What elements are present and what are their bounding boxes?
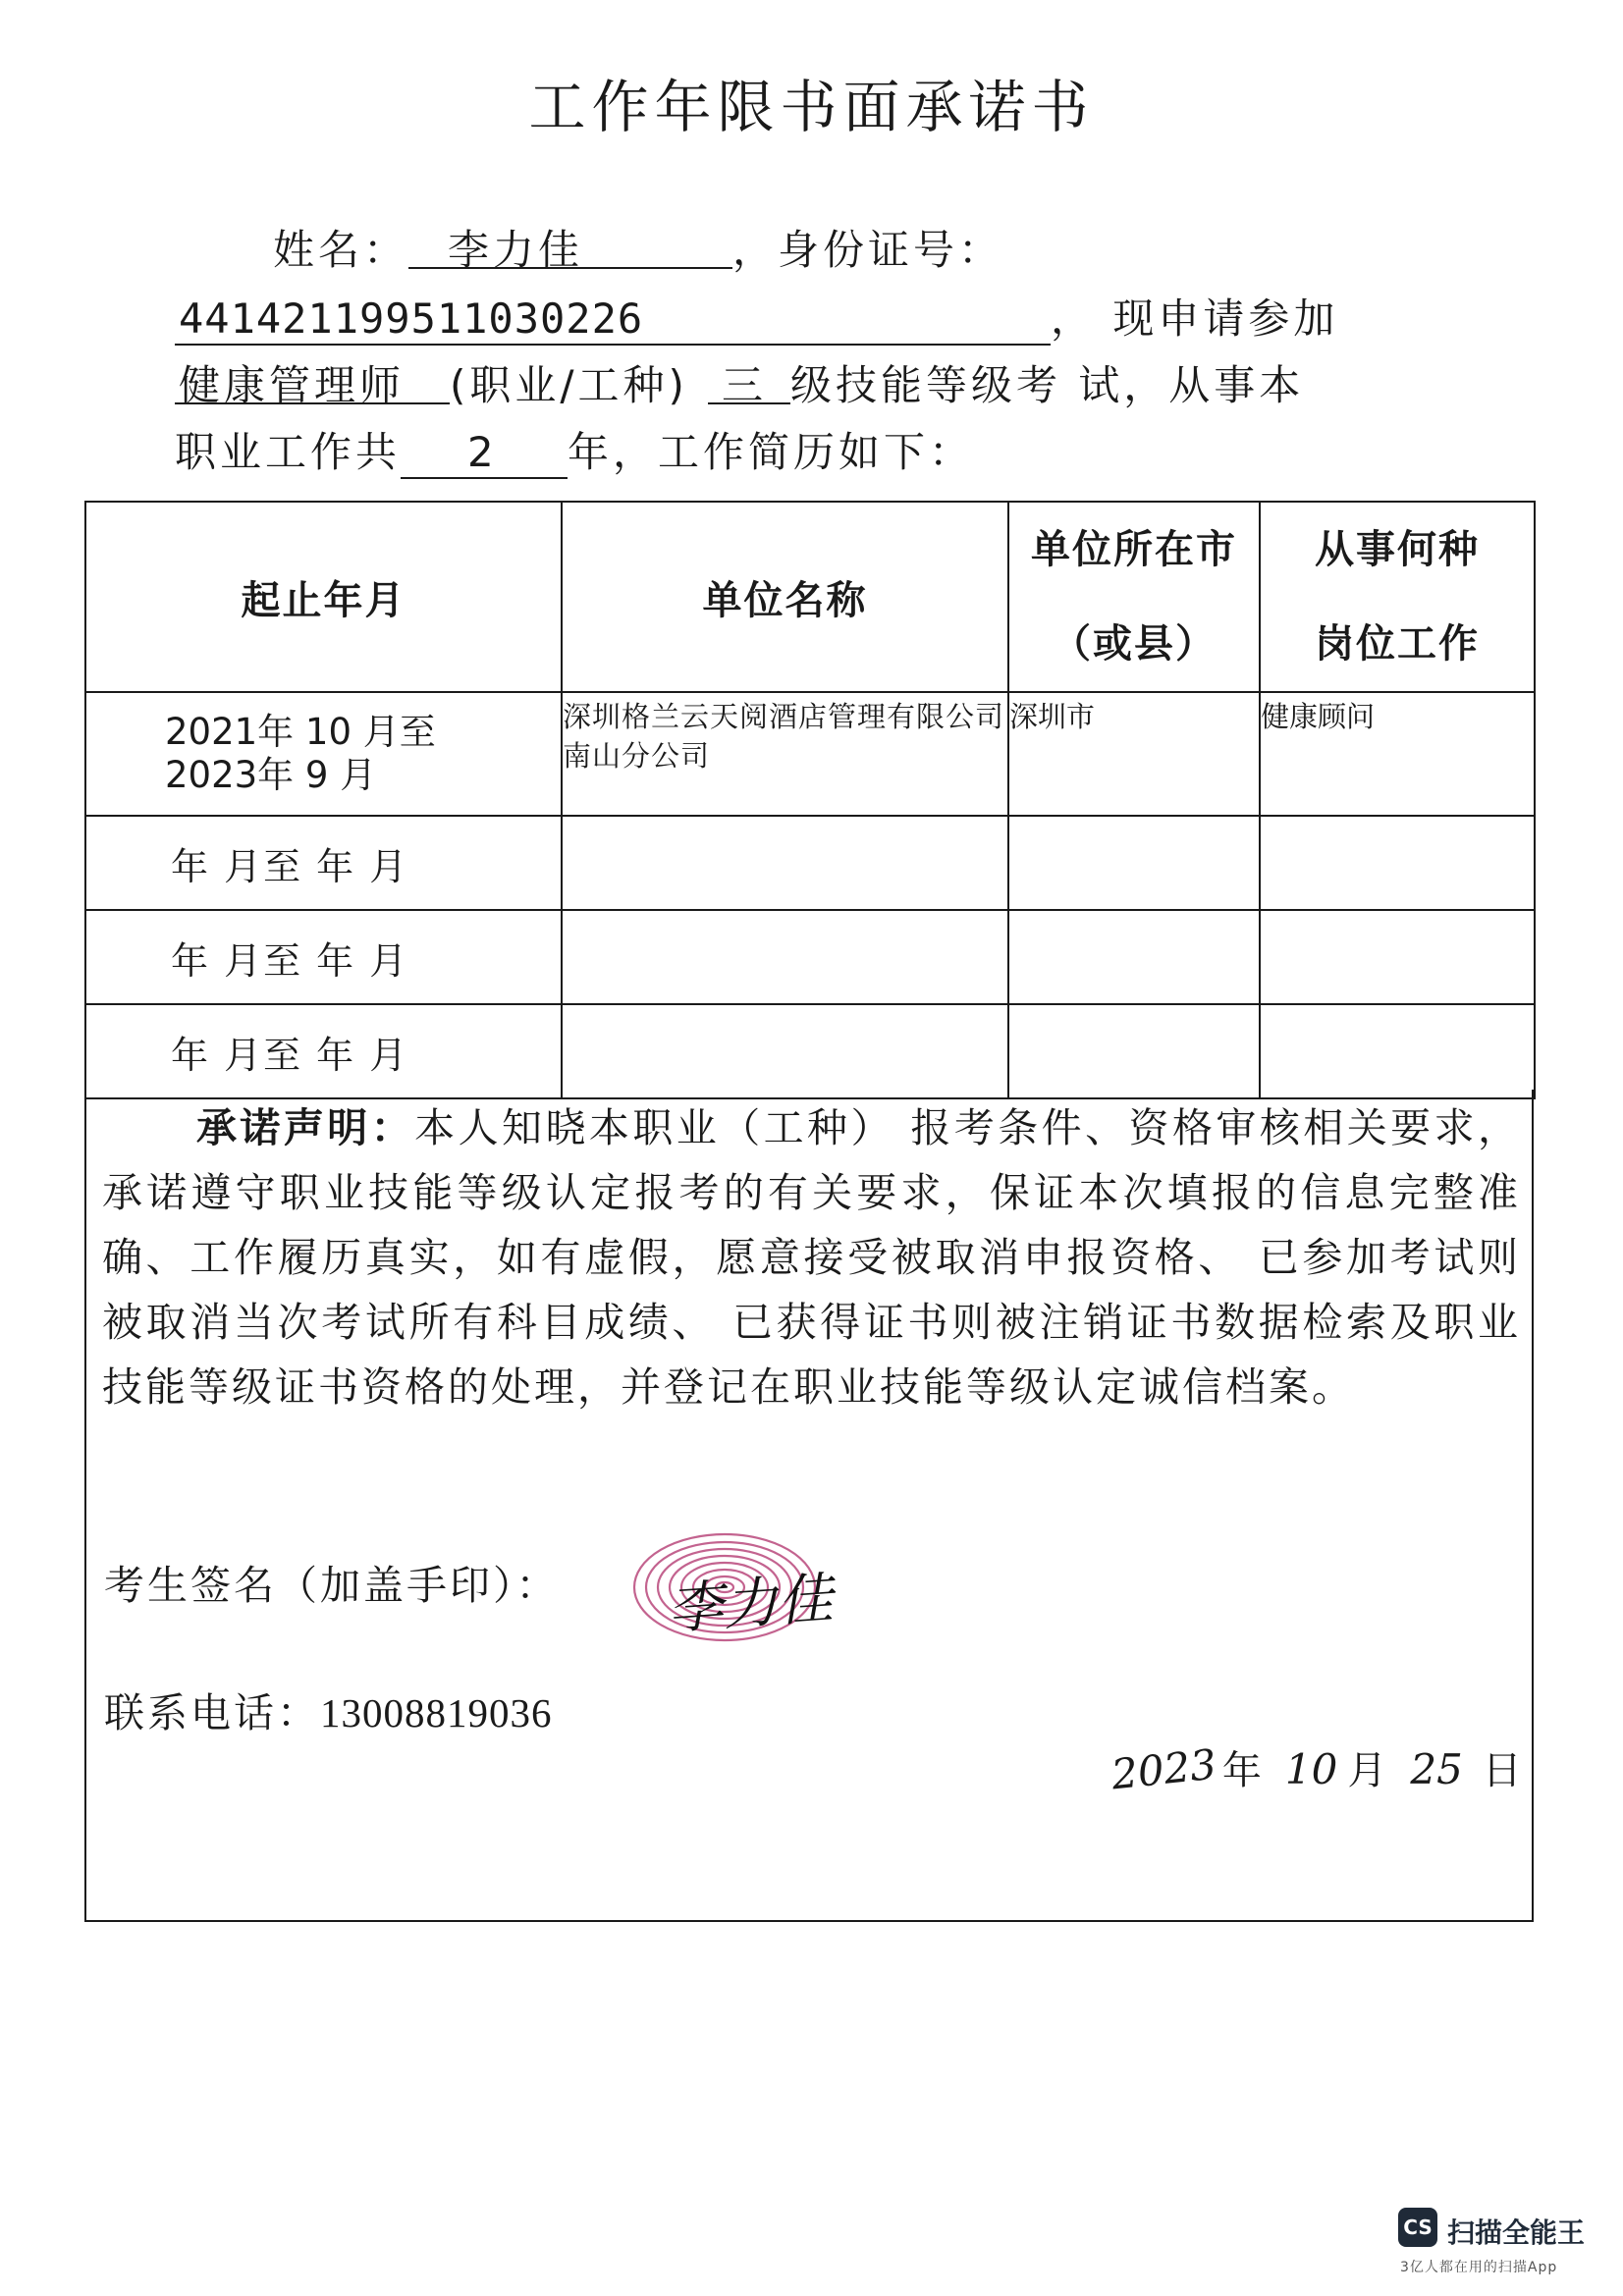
row2-company [562,816,1008,910]
header-city [1008,502,1260,692]
occupation-label: (职业/工种) [450,361,688,409]
scanner-watermark [1398,2208,1623,2286]
date-day-unit: 日 [1482,1748,1522,1793]
row1-period [85,692,562,816]
years-value: 2 [401,428,568,479]
date-day: 25 [1410,1745,1463,1793]
work-history-table [84,501,1536,1099]
row3-city [1008,910,1260,1004]
header-city-line2: （或县） [1052,621,1217,667]
table-row [85,1004,1535,1098]
years-prefix: 职业工作共 [175,428,402,476]
declaration [102,1095,1521,1419]
header-company: 单位名称 [562,502,1008,692]
table-row [85,910,1535,1004]
row4-city [1008,1004,1260,1098]
intro-line-2 [175,287,1338,346]
level-value: 三 [708,353,790,404]
phone-label: 联系电话： [104,1689,320,1736]
intro-line-3 [175,353,1304,412]
row1-city: 深圳市 [1008,692,1260,816]
row2-position [1260,816,1535,910]
table-row [85,692,1535,816]
row3-position [1260,910,1535,1004]
date-year: 2023 [1109,1739,1219,1799]
date-month: 10 [1284,1745,1338,1793]
years-suffix: 年，工作简历如下： [568,428,975,476]
id-value: 441421199511030226 [175,294,1051,346]
header-position-line2: 岗位工作 [1315,621,1480,667]
date-month-unit: 月 [1347,1748,1387,1793]
row4-position [1260,1004,1535,1098]
table-header-row [85,502,1535,692]
row3-company [562,910,1008,1004]
exam-text: 级技能等级考 试，从事本 [789,361,1305,409]
phone-value: 13008819036 [320,1690,553,1735]
header-city-line1: 单位所在市 [1031,527,1237,572]
occupation-value: 健康管理师 [175,353,450,404]
header-period: 起止年月 [85,502,562,692]
row1-company: 深圳格兰云天阅酒店管理有限公司南山分公司 [562,692,1008,816]
row3-period: 年 月至 年 月 [85,910,562,1004]
app-name: 扫描全能王 [1447,2216,1586,2249]
camscanner-logo-icon: CS [1398,2208,1437,2247]
row1-period-end: 2023年 9 月 [165,754,377,796]
row1-position: 健康顾问 [1260,692,1535,816]
document-title: 工作年限书面承诺书 [528,74,1095,140]
table-row [85,816,1535,910]
intro-line-4 [175,420,974,479]
row2-period: 年 月至 年 月 [85,816,562,910]
signature-label: 考生签名（加盖手印）： [104,1562,560,1609]
name-label: 姓名： [273,226,409,274]
header-position [1260,502,1535,692]
phone-line [104,1681,553,1738]
date-year-unit: 年 [1221,1748,1262,1793]
row4-period: 年 月至 年 月 [85,1004,562,1098]
handwritten-signature: 李力佳 [666,1567,836,1642]
header-position-line1: 从事何种 [1315,527,1480,572]
row4-company [562,1004,1008,1098]
declaration-text: 本人知晓本职业（工种） 报考条件、资格审核相关要求，承诺遵守职业技能等级认定报考的有关要求，保证本次填报的信息完整准确、工作履历真实，如有虚假，愿意接受被取消申报资格、 已参加考试则被取消当次考试所有科目成绩、 已获得证书则被注销证书数据检索及职业技能等级证书资格的处理，并登记在职业技能等级认定诚信档案。 [102,1104,1522,1411]
declaration-label: 承诺声明： [196,1104,415,1151]
app-tagline: 3亿人都在用的扫描App [1400,2260,1558,2275]
row1-period-start: 2021年 10 月至 [165,711,436,753]
name-value: 李力佳 [408,218,732,269]
apply-text: ， 现申请参加 [1051,294,1339,343]
date-line [1109,1739,1522,1799]
row2-city [1008,816,1260,910]
intro-line-1 [273,218,1003,277]
id-label: ，身份证号： [732,226,1004,274]
